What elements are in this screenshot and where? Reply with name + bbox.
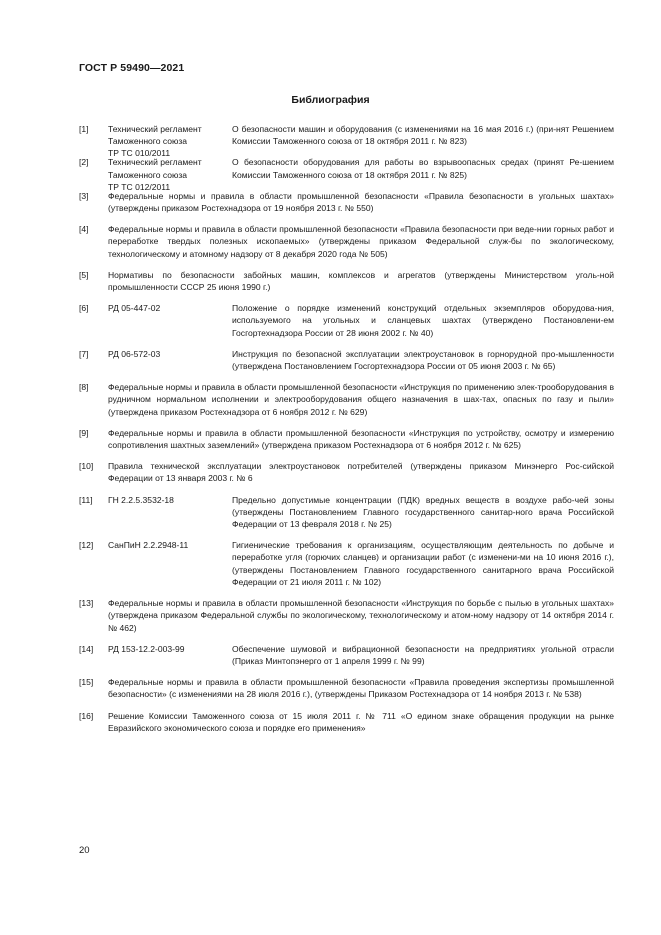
entry-text: Нормативы по безопасности забойных машин, комплексов и агрегатов (утверждены Министерством уголь-ной промышленности СССР 25 июня 1990 г.) (108, 269, 614, 293)
entry-text: Инструкция по безопасной эксплуатации электроустановок в горнорудной про-мышленности (утверждена Постановлением Госгортехнадзора России от 05 июня 2003 г. № 65) (232, 348, 614, 372)
entry-text: Федеральные нормы и правила в области промышленной безопасности «Правила безопасности в угольных шахтах» (утверждены приказом Ростехнадзора от 19 ноября 2013 г. № 550) (108, 190, 614, 214)
bibliography-entry (79, 269, 614, 293)
entry-number: [7] (79, 348, 89, 359)
entry-number: [2] (79, 157, 89, 168)
bibliography-entry (79, 190, 614, 214)
entry-number: [9] (79, 427, 89, 438)
section-title: Библиография (291, 94, 370, 106)
entry-reference: РД 05-447-02 (108, 303, 161, 314)
entry-reference: РД 06-572-03 (108, 348, 161, 359)
bibliography-entry (79, 494, 614, 531)
entry-text: Положение о порядке изменений конструкций отдельных экземпляров оборудова-ния, используемого на угольных и сланцевых шахтах (утверждено Постановлени-ем Госгортехнадзора России от 28 июня 2002 г. № 40) (232, 303, 614, 338)
entry-text: О безопасности машин и оборудования (с изменениями на 16 мая 2016 г.) (при-нят Решением Комиссии Таможенного союза от 18 октября 2011 г. № 823) (232, 124, 614, 147)
bibliography-entry (79, 539, 614, 588)
entry-number: [13] (79, 598, 94, 609)
entry-text: О безопасности оборудования для работы во взрывоопасных средах (принят Ре-шением Комиссии Таможенного союза от 18 октября 2011 г. № 825) (232, 157, 614, 180)
bibliography-entry (79, 427, 614, 451)
bibliography-entry (79, 460, 614, 484)
entry-number: [12] (79, 540, 94, 551)
entry-reference: СанПиН 2.2.2948-11 (108, 540, 189, 551)
entry-text: Правила технической эксплуатации электроустановок потребителей (утверждены приказом Минэнерго Рос-сийской Федерации от 13 января 2003 г. № 6 (108, 461, 614, 484)
entry-number: [5] (79, 269, 89, 280)
entry-number: [3] (79, 190, 89, 201)
entry-text: Предельно допустимые концентрации (ПДК) вредных веществ в воздухе рабо-чей зоны (утверждены Постановлением Главного государственного санитар-ного врача Российской Федерации от 13 февраля 2018 г. № 25) (232, 494, 614, 530)
entry-text: Федеральные нормы и правила в области промышленной безопасности «Инструкция по применению элек-трооборудования в рудничном нормальном исполнении и электрооборудования общего назначения в шах-тах, опасных по газу и пыли» (утверждена приказом Ростехнадзора от 6 ноября 2012 г. № 629) (108, 382, 614, 417)
bibliography-entry (79, 597, 614, 634)
entry-number: [6] (79, 303, 89, 314)
page-number: 20 (79, 845, 90, 856)
entry-number: [15] (79, 677, 94, 688)
entry-number: [14] (79, 643, 94, 654)
bibliography-entry (79, 156, 614, 192)
bibliography-entry (79, 643, 614, 667)
entry-text: Обеспечение шумовой и вибрационной безопасности на предприятиях угольной отрасли (Приказ Минтопэнерго от 1 апреля 1999 г. № 99) (232, 643, 614, 666)
entry-number: [4] (79, 224, 89, 235)
entry-reference: ГН 2.2.5.3532-18 (108, 494, 174, 505)
bibliography-entry (79, 123, 614, 159)
bibliography-entry (79, 223, 614, 260)
entry-reference: РД 153-12.2-003-99 (108, 643, 185, 654)
bibliography-entry (79, 710, 614, 734)
entry-reference: Технический регламент Таможенного союза ТР ТС 010/2011 (108, 124, 202, 159)
entry-number: [11] (79, 494, 93, 505)
entry-number: [1] (79, 124, 89, 134)
entry-number: [16] (79, 710, 94, 721)
document-code: ГОСТ Р 59490—2021 (79, 62, 185, 74)
bibliography-entry (79, 348, 614, 372)
entry-text: Федеральные нормы и правила в области промышленной безопасности «Правила безопасности при веде-нии горных работ и переработке твердых полезных ископаемых» (утверждены приказом Федеральной служ-бы по экологическому, технологическому и атомному надзору от 8 декабря 2020 года № 505) (108, 224, 614, 259)
entry-text: Федеральные нормы и правила в области промышленной безопасности «Инструкция по борьбе с пылью в угольных шахтах» (утверждена приказом Федеральной службы по экологическому, технологическому и атом-ному надзору от 14 октября 2014 г. № 462) (108, 598, 614, 633)
bibliography-entry (79, 676, 614, 700)
entry-text: Решение Комиссии Таможенного союза от 15 июля 2011 г. № 711 «О едином знаке обращения продукции на рынке Евразийского экономического союза и порядке его применения» (108, 710, 614, 733)
entry-number: [10] (79, 461, 94, 472)
entry-text: Федеральные нормы и правила в области промышленной безопасности «Инструкция по устройству, осмотру и измерению сопротивления шахтных заземлений» (утверждена приказом Ростехнадзора от 6 ноября 2012 г. № 625) (108, 427, 614, 451)
bibliography-entry (79, 302, 614, 339)
entry-number: [8] (79, 382, 89, 393)
bibliography-entry (79, 381, 614, 418)
entry-text: Гигиенические требования к организациям, осуществляющим деятельность по добыче и переработке угля (горючих сланцев) и организации работ (с изменени-ми на 10 июня 2016 г.), (утверждены Постановлением Главного государственного санитарного врача Российской Федерации от 21 июля 2011 г. № 102) (232, 540, 614, 587)
entry-text: Федеральные нормы и правила в области промышленной безопасности «Правила проведения экспертизы промышленной безопасности» (с изменениями на 28 июля 2016 г.), (утверждены Приказом Ростехнадзора от 14 ноября 2013 г. № 538) (108, 677, 614, 700)
entry-reference: Технический регламент Таможенного союза ТР ТС 012/2011 (108, 157, 202, 192)
bibliography-list (79, 123, 614, 743)
